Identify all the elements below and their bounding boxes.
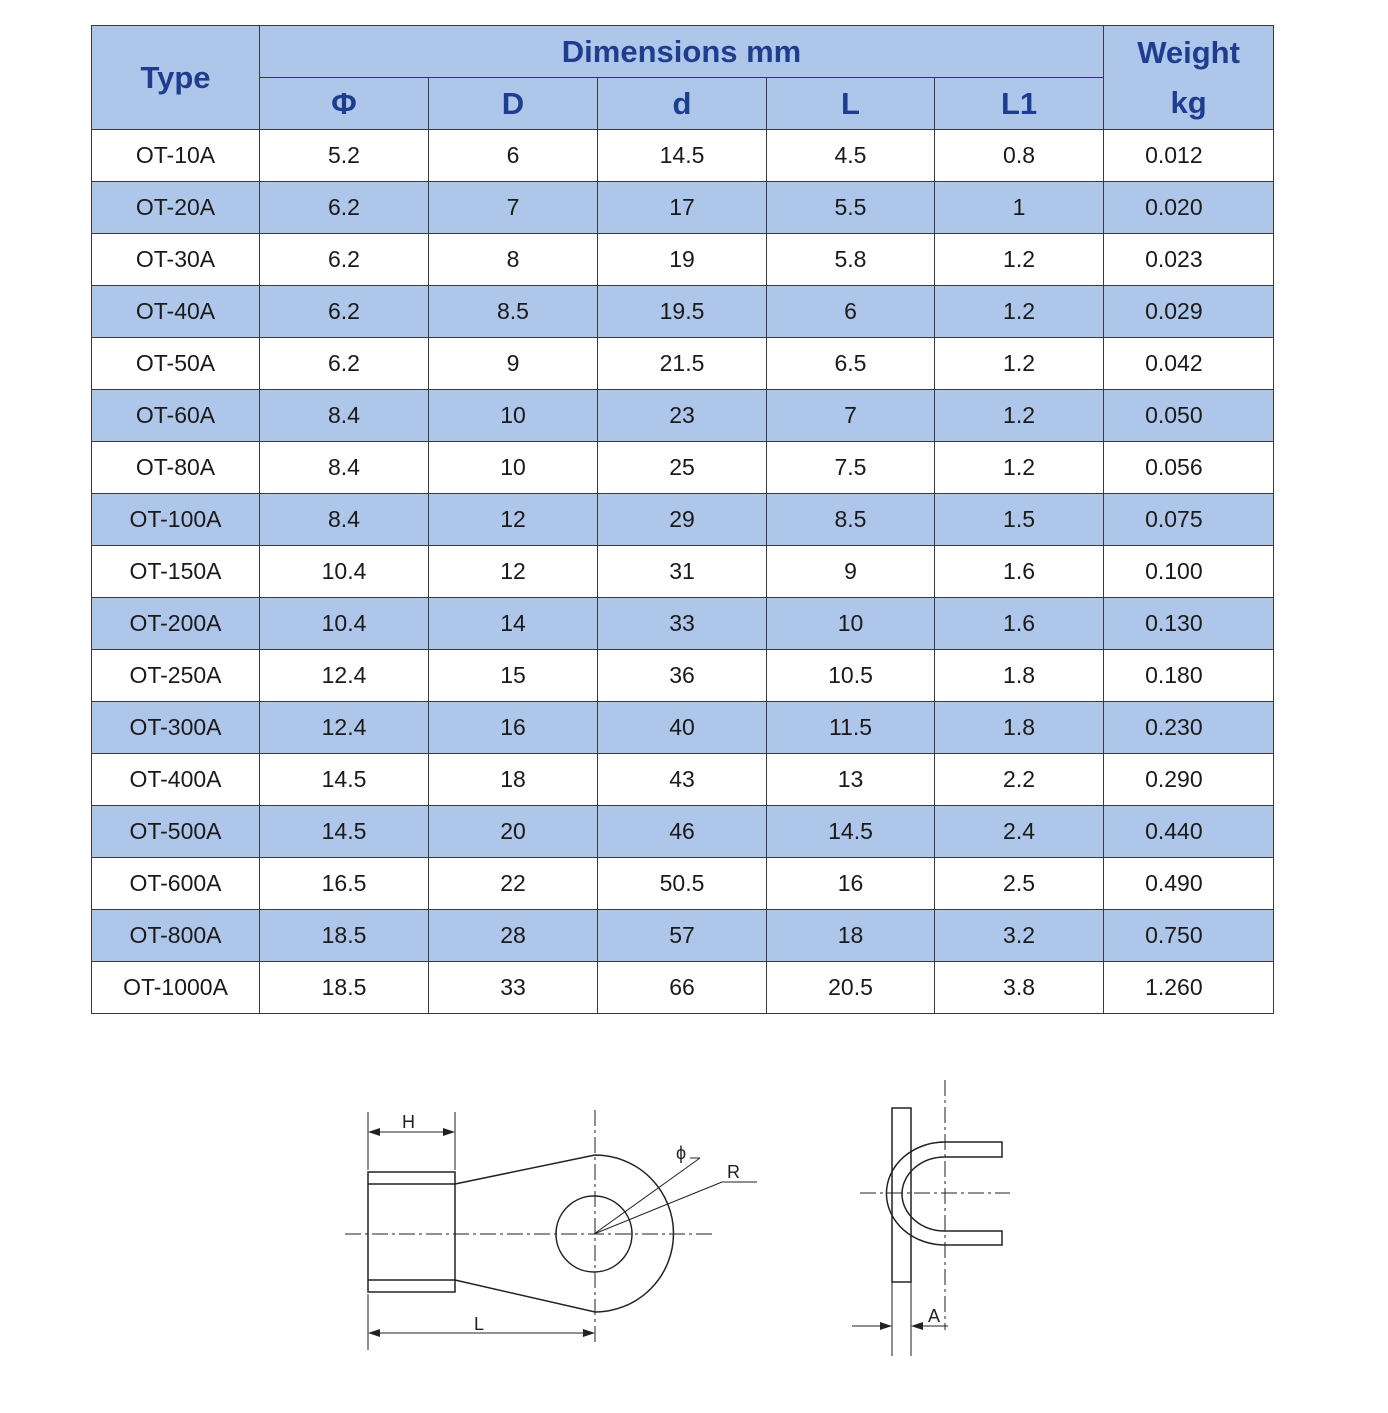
cell-d: 57 [598,910,767,962]
cell-d: 21.5 [598,338,767,390]
cell-phi: 5.2 [260,130,429,182]
cell-L: 14.5 [767,806,935,858]
label-H: H [402,1112,415,1132]
lug-barrel [368,1172,455,1292]
header-dimensions: Dimensions mm [260,26,1104,78]
label-phi: ϕ [676,1143,687,1163]
cell-phi: 10.4 [260,598,429,650]
cell-type: OT-400A [92,754,260,806]
cell-weight: 0.490 [1104,858,1274,910]
cell-d: 31 [598,546,767,598]
cell-weight: 0.042 [1104,338,1274,390]
cell-d: 43 [598,754,767,806]
cell-type: OT-10A [92,130,260,182]
cell-d: 46 [598,806,767,858]
header-L: L [767,78,935,130]
cell-D: 28 [429,910,598,962]
cell-weight: 0.012 [1104,130,1274,182]
cell-D: 14 [429,598,598,650]
header-L1: L1 [935,78,1104,130]
cell-D: 20 [429,806,598,858]
cell-phi: 18.5 [260,962,429,1014]
cell-phi: 6.2 [260,234,429,286]
table-row [92,650,1274,702]
cell-type: OT-30A [92,234,260,286]
cell-L: 18 [767,910,935,962]
header-phi: Φ [260,78,429,130]
cell-type: OT-300A [92,702,260,754]
table-body [92,130,1274,1014]
cell-L1: 1.6 [935,546,1104,598]
cell-weight: 1.260 [1104,962,1274,1014]
cell-L1: 1 [935,182,1104,234]
cell-type: OT-1000A [92,962,260,1014]
table-row [92,390,1274,442]
label-R: R [727,1162,740,1182]
cell-L: 4.5 [767,130,935,182]
cell-L: 9 [767,546,935,598]
header-weight-line1: Weight [1137,34,1240,70]
cell-L1: 1.2 [935,390,1104,442]
cell-type: OT-80A [92,442,260,494]
cell-d: 33 [598,598,767,650]
cell-L1: 2.2 [935,754,1104,806]
label-A: A [928,1306,941,1326]
cell-L1: 3.8 [935,962,1104,1014]
cell-d: 19.5 [598,286,767,338]
cell-L1: 1.2 [935,338,1104,390]
cell-D: 8.5 [429,286,598,338]
leader-phi [594,1158,700,1234]
leader-R [594,1182,722,1234]
cell-L: 20.5 [767,962,935,1014]
cell-d: 17 [598,182,767,234]
cell-phi: 6.2 [260,338,429,390]
cell-L1: 1.5 [935,494,1104,546]
cell-d: 14.5 [598,130,767,182]
cell-type: OT-150A [92,546,260,598]
cell-weight: 0.075 [1104,494,1274,546]
cell-D: 9 [429,338,598,390]
table-row [92,910,1274,962]
cell-L: 6 [767,286,935,338]
cell-L1: 2.4 [935,806,1104,858]
cell-D: 18 [429,754,598,806]
cell-weight: 0.440 [1104,806,1274,858]
cell-weight: 0.029 [1104,286,1274,338]
cell-type: OT-100A [92,494,260,546]
cell-d: 50.5 [598,858,767,910]
cell-weight: 0.750 [1104,910,1274,962]
cell-type: OT-800A [92,910,260,962]
cell-d: 66 [598,962,767,1014]
cell-phi: 12.4 [260,702,429,754]
cell-phi: 8.4 [260,390,429,442]
cell-type: OT-250A [92,650,260,702]
cell-weight: 0.180 [1104,650,1274,702]
spec-table [91,25,1274,1014]
cell-phi: 18.5 [260,910,429,962]
cell-type: OT-50A [92,338,260,390]
header-weight [1104,26,1274,130]
cell-d: 40 [598,702,767,754]
table-row [92,286,1274,338]
cell-L1: 1.2 [935,442,1104,494]
cell-L: 10.5 [767,650,935,702]
table-row [92,130,1274,182]
cell-phi: 14.5 [260,806,429,858]
table-row [92,962,1274,1014]
cell-L: 6.5 [767,338,935,390]
cell-L: 7.5 [767,442,935,494]
cell-D: 12 [429,494,598,546]
cell-D: 16 [429,702,598,754]
cell-D: 22 [429,858,598,910]
cell-weight: 0.023 [1104,234,1274,286]
cell-d: 25 [598,442,767,494]
cell-weight: 0.050 [1104,390,1274,442]
cell-L1: 2.5 [935,858,1104,910]
cell-d: 23 [598,390,767,442]
cell-L: 13 [767,754,935,806]
header-type: Type [92,26,260,130]
table-row [92,234,1274,286]
cell-weight: 0.290 [1104,754,1274,806]
cell-D: 33 [429,962,598,1014]
cell-weight: 0.020 [1104,182,1274,234]
cell-D: 7 [429,182,598,234]
cell-type: OT-500A [92,806,260,858]
cell-phi: 16.5 [260,858,429,910]
table-row [92,806,1274,858]
cell-weight: 0.130 [1104,598,1274,650]
table-row [92,494,1274,546]
table-row [92,858,1274,910]
table-row [92,338,1274,390]
header-d: d [598,78,767,130]
cell-phi: 6.2 [260,286,429,338]
label-L: L [474,1314,485,1334]
cell-d: 29 [598,494,767,546]
table-row [92,598,1274,650]
cell-type: OT-200A [92,598,260,650]
cell-L1: 1.8 [935,650,1104,702]
cell-L: 16 [767,858,935,910]
cell-L: 8.5 [767,494,935,546]
cell-D: 10 [429,442,598,494]
cell-phi: 10.4 [260,546,429,598]
cell-L1: 3.2 [935,910,1104,962]
cell-type: OT-60A [92,390,260,442]
cell-D: 12 [429,546,598,598]
cell-D: 10 [429,390,598,442]
cell-type: OT-20A [92,182,260,234]
cell-weight: 0.056 [1104,442,1274,494]
cell-L1: 0.8 [935,130,1104,182]
cell-weight: 0.100 [1104,546,1274,598]
table-row [92,442,1274,494]
lug-drawing [0,1060,1388,1380]
cell-d: 19 [598,234,767,286]
cell-phi: 8.4 [260,442,429,494]
header-weight-line2: kg [1170,84,1207,120]
table-row [92,546,1274,598]
cell-L: 7 [767,390,935,442]
header-D: D [429,78,598,130]
cell-L1: 1.2 [935,286,1104,338]
cell-L: 5.5 [767,182,935,234]
table-row [92,702,1274,754]
table-row [92,182,1274,234]
cell-L1: 1.2 [935,234,1104,286]
cell-L: 10 [767,598,935,650]
cell-d: 36 [598,650,767,702]
cell-type: OT-40A [92,286,260,338]
cell-D: 8 [429,234,598,286]
cell-phi: 14.5 [260,754,429,806]
table-row [92,754,1274,806]
dim-A-arrows [880,1322,923,1330]
cell-L: 11.5 [767,702,935,754]
cell-phi: 6.2 [260,182,429,234]
cell-L1: 1.6 [935,598,1104,650]
cell-type: OT-600A [92,858,260,910]
cell-L1: 1.8 [935,702,1104,754]
cell-L: 5.8 [767,234,935,286]
cell-D: 15 [429,650,598,702]
cell-D: 6 [429,130,598,182]
cell-phi: 8.4 [260,494,429,546]
cell-weight: 0.230 [1104,702,1274,754]
cell-phi: 12.4 [260,650,429,702]
